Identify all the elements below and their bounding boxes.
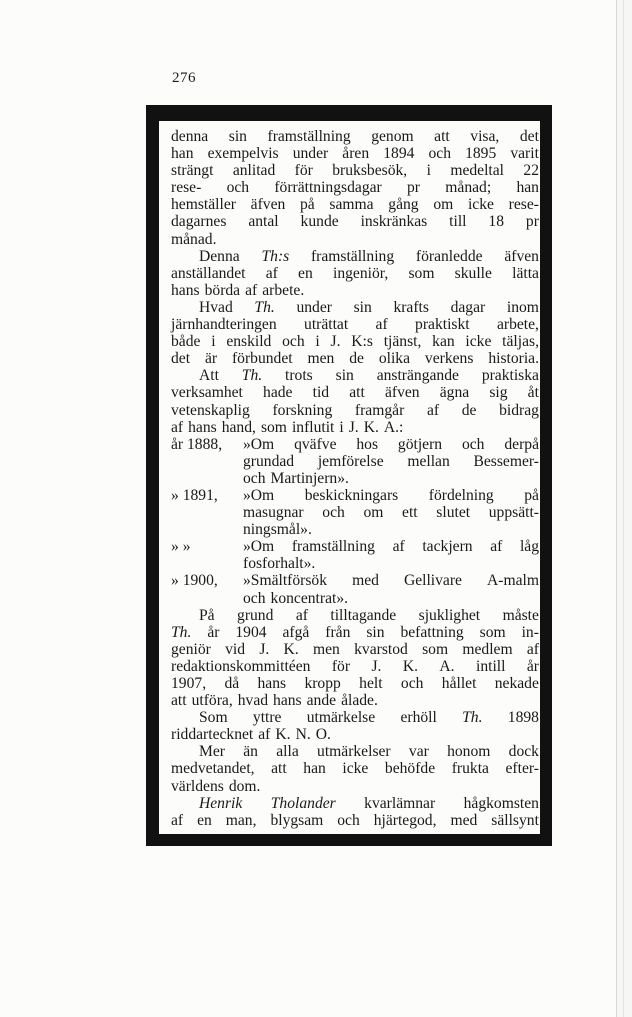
text-line: dagarnes antal kunde inskränkas till 18 pr (171, 213, 539, 231)
text-line: denna sin framställning genom att visa, det (171, 128, 539, 145)
text-line: anställandet af en ingeniör, som skulle lätta (171, 264, 539, 282)
text-line: geniör vid J. K. men kvarstod som medlem af (171, 640, 539, 658)
text-line: rese- och förrättningsdagar pr månad; han (171, 179, 539, 197)
page-edge (616, 0, 632, 1017)
text-line: Hvad Th. under sin krafts dagar inom (199, 298, 539, 316)
text-line: Mer än alla utmärkelser var honom dock (199, 743, 539, 761)
text-line: » 1900, »Smältförsök med Gellivare A-malm (171, 572, 539, 590)
text-line: att utföra, hvad hans ande ålade. (171, 692, 378, 710)
text-line: 1907, då hans kropp helt och hållet nekade (171, 675, 539, 692)
text-line: och Martinjern». (243, 469, 349, 487)
text-line: världens dom. (171, 777, 261, 795)
text-line: » » »Om framställning af tackjern af låg (171, 538, 539, 556)
text-line: hemställer äfven på samma gång om icke rese- (171, 196, 539, 214)
text-line: Henrik Tholander kvarlämnar hågkomsten (199, 794, 539, 812)
text-line: ningsmål». (243, 521, 312, 539)
text-line: På grund af tilltagande sjuklighet måste (199, 606, 539, 624)
text-line: Th. år 1904 afgå från sin befattning som in- (171, 623, 539, 641)
body-text (171, 128, 539, 829)
text-line: af en man, blygsam och hjärtegod, med sällsynt (171, 811, 539, 829)
text-line: det är förbundet men de olika verkens historia. (171, 350, 539, 368)
text-line: år 1888, »Om qväfve hos götjern och derpå (171, 435, 539, 453)
text-line: grundad jemförelse mellan Bessemer- (243, 452, 539, 470)
text-line: månad. (171, 230, 217, 248)
text-line: han exempelvis under åren 1894 och 1895 varit (171, 145, 539, 163)
text-line: redaktionskommittéen för J. K. A. intill år (171, 657, 539, 675)
text-line: Denna Th:s framställning föranledde äfven (199, 247, 539, 265)
text-line: verksamhet hade tid att äfven ägna sig åt (171, 384, 539, 402)
page-number: 276 (172, 70, 196, 86)
text-line: hans börda af arbete. (171, 281, 305, 299)
text-line: fosforhalt». (243, 555, 316, 573)
text-line: riddartecknet af K. N. O. (171, 726, 331, 744)
text-line: både i enskild och i J. K:s tjänst, kan icke täljas, (171, 333, 539, 351)
entry-year-label: år 1888, (171, 435, 223, 453)
text-line: » 1891, »Om beskickningars fördelning på (171, 486, 539, 504)
text-line: Som yttre utmärkelse erhöll Th. 1898 (199, 709, 539, 727)
text-line: af hans hand, som influtit i J. K. A.: (171, 418, 404, 436)
text-line: järnhandteringen uträttat af praktiskt arbete, (171, 316, 539, 334)
text-line: strängt anlitad för bruksbesök, i medeltal 22 (171, 162, 539, 180)
entry-year-label: » 1900, (171, 572, 218, 590)
text-line: Att Th. trots sin ansträngande praktiska (199, 367, 539, 385)
entry-year-label: » » (171, 538, 191, 556)
text-line: och koncentrat». (243, 589, 349, 607)
text-line: medvetandet, att han icke behöfde frukta efter- (171, 760, 539, 778)
text-line: vetenskaplig forskning framgår af de bidrag (171, 401, 539, 419)
text-line: masugnar och om ett slutet uppsätt- (243, 504, 539, 522)
entry-year-label: » 1891, (171, 486, 218, 504)
